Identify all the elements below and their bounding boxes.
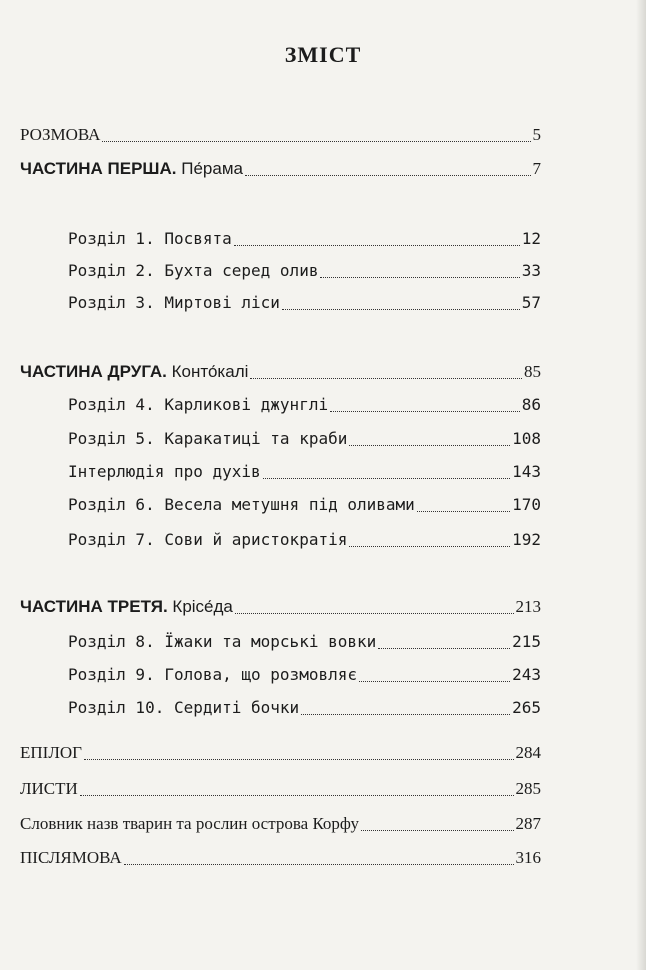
toc-page-number: 192: [512, 530, 541, 549]
toc-entry-label: ЧАСТИНА ПЕРША. Пе́рама: [20, 159, 243, 178]
toc-entry-glossary[interactable]: [20, 813, 541, 835]
dot-leader: [263, 478, 510, 479]
dot-leader: [378, 648, 510, 649]
toc-entry-label: РОЗМОВА: [20, 125, 101, 144]
toc-entry-label: Розділ 2. Бухта серед олив: [68, 261, 319, 280]
toc-entry-label: Розділ 10. Сердиті бочки: [68, 698, 300, 717]
toc-page-number: 170: [512, 495, 541, 514]
toc-page-number: 33: [521, 261, 541, 280]
toc-entry-label: ЕПІЛОГ: [20, 743, 82, 762]
toc-entry-chapter-7[interactable]: [68, 529, 541, 551]
toc-page-number: 12: [521, 229, 541, 248]
toc-entry-label: Розділ 5. Каракатиці та краби: [68, 429, 348, 448]
dot-leader: [330, 411, 520, 412]
dot-leader: [124, 864, 514, 865]
dot-leader: [80, 795, 514, 796]
dot-leader: [417, 511, 510, 512]
dot-leader: [349, 546, 510, 547]
dot-leader: [359, 681, 510, 682]
dot-leader: [235, 613, 514, 614]
dot-leader: [320, 277, 519, 278]
toc-entry-letters[interactable]: [20, 778, 541, 800]
toc-entry-afterword[interactable]: [20, 847, 541, 869]
toc-entry-part-one[interactable]: [20, 158, 541, 180]
toc-entry-label: Розділ 8. Їжаки та морські вовки: [68, 632, 377, 651]
toc-entry-label: Розділ 4. Карликові джунглі: [68, 395, 329, 414]
toc-page-number: 316: [515, 848, 541, 867]
toc-entry-label: Розділ 6. Весела метушня під оливами: [68, 495, 415, 514]
toc-entry-label: Розділ 1. Посвята: [68, 229, 232, 248]
toc-entry-label: Розділ 7. Сови й аристократія: [68, 530, 348, 549]
page-edge-shadow: [636, 0, 646, 970]
toc-entry-label: Розділ 9. Голова, що розмовляє: [68, 665, 357, 684]
toc-entry-label: ЛИСТИ: [20, 779, 78, 798]
dot-leader: [349, 445, 510, 446]
toc-entry-chapter-4[interactable]: [68, 394, 541, 416]
dot-leader: [361, 830, 513, 831]
toc-entry-chapter-10[interactable]: [68, 697, 541, 719]
toc-entry-label: ПІСЛЯМОВА: [20, 848, 122, 867]
toc-page-number: 265: [512, 698, 541, 717]
dot-leader: [301, 714, 510, 715]
toc-page-number: 284: [515, 743, 541, 762]
dot-leader: [102, 141, 530, 142]
toc-page-number: 213: [515, 597, 541, 616]
toc-entry-label: ЧАСТИНА ТРЕТЯ. Крісе́да: [20, 597, 233, 616]
toc-entry-rozmova[interactable]: [20, 124, 541, 146]
toc-page-number: 57: [521, 293, 541, 312]
toc-page-number: 5: [532, 125, 541, 144]
toc-page-number: 215: [512, 632, 541, 651]
dot-leader: [84, 759, 514, 760]
toc-entry-label: ЧАСТИНА ДРУГА. Конто́калі: [20, 362, 249, 381]
toc-entry-interlude[interactable]: [68, 461, 541, 483]
dot-leader: [245, 175, 531, 176]
dot-leader: [282, 309, 520, 310]
toc-entry-chapter-2[interactable]: [68, 260, 541, 282]
toc-page-number: 7: [532, 159, 541, 178]
toc-entry-chapter-6[interactable]: [68, 494, 541, 516]
toc-page-number: 287: [515, 814, 541, 833]
toc-entry-label: Інтерлюдія про духів: [68, 462, 261, 481]
toc-page-number: 86: [521, 395, 541, 414]
toc-entry-epilogue[interactable]: [20, 742, 541, 764]
dot-leader: [234, 245, 520, 246]
toc-entry-label: Розділ 3. Миртові ліси: [68, 293, 280, 312]
toc-entry-chapter-5[interactable]: [68, 428, 541, 450]
toc-entry-chapter-1[interactable]: [68, 228, 541, 250]
toc-entry-chapter-3[interactable]: [68, 292, 541, 314]
page-title: ЗМІСТ: [284, 42, 362, 67]
toc-entry-part-three[interactable]: [20, 596, 541, 618]
toc-page-number: 243: [512, 665, 541, 684]
dot-leader: [250, 378, 522, 379]
toc-entry-label: Словник назв тварин та рослин острова Корфу: [20, 814, 360, 833]
toc-page-number: 108: [512, 429, 541, 448]
toc-entry-chapter-9[interactable]: [68, 664, 541, 686]
toc-entry-chapter-8[interactable]: [68, 631, 541, 653]
toc-page-number: 285: [515, 779, 541, 798]
toc-page-number: 85: [524, 362, 541, 381]
toc-page-number: 143: [512, 462, 541, 481]
toc-entry-part-two[interactable]: [20, 361, 541, 383]
